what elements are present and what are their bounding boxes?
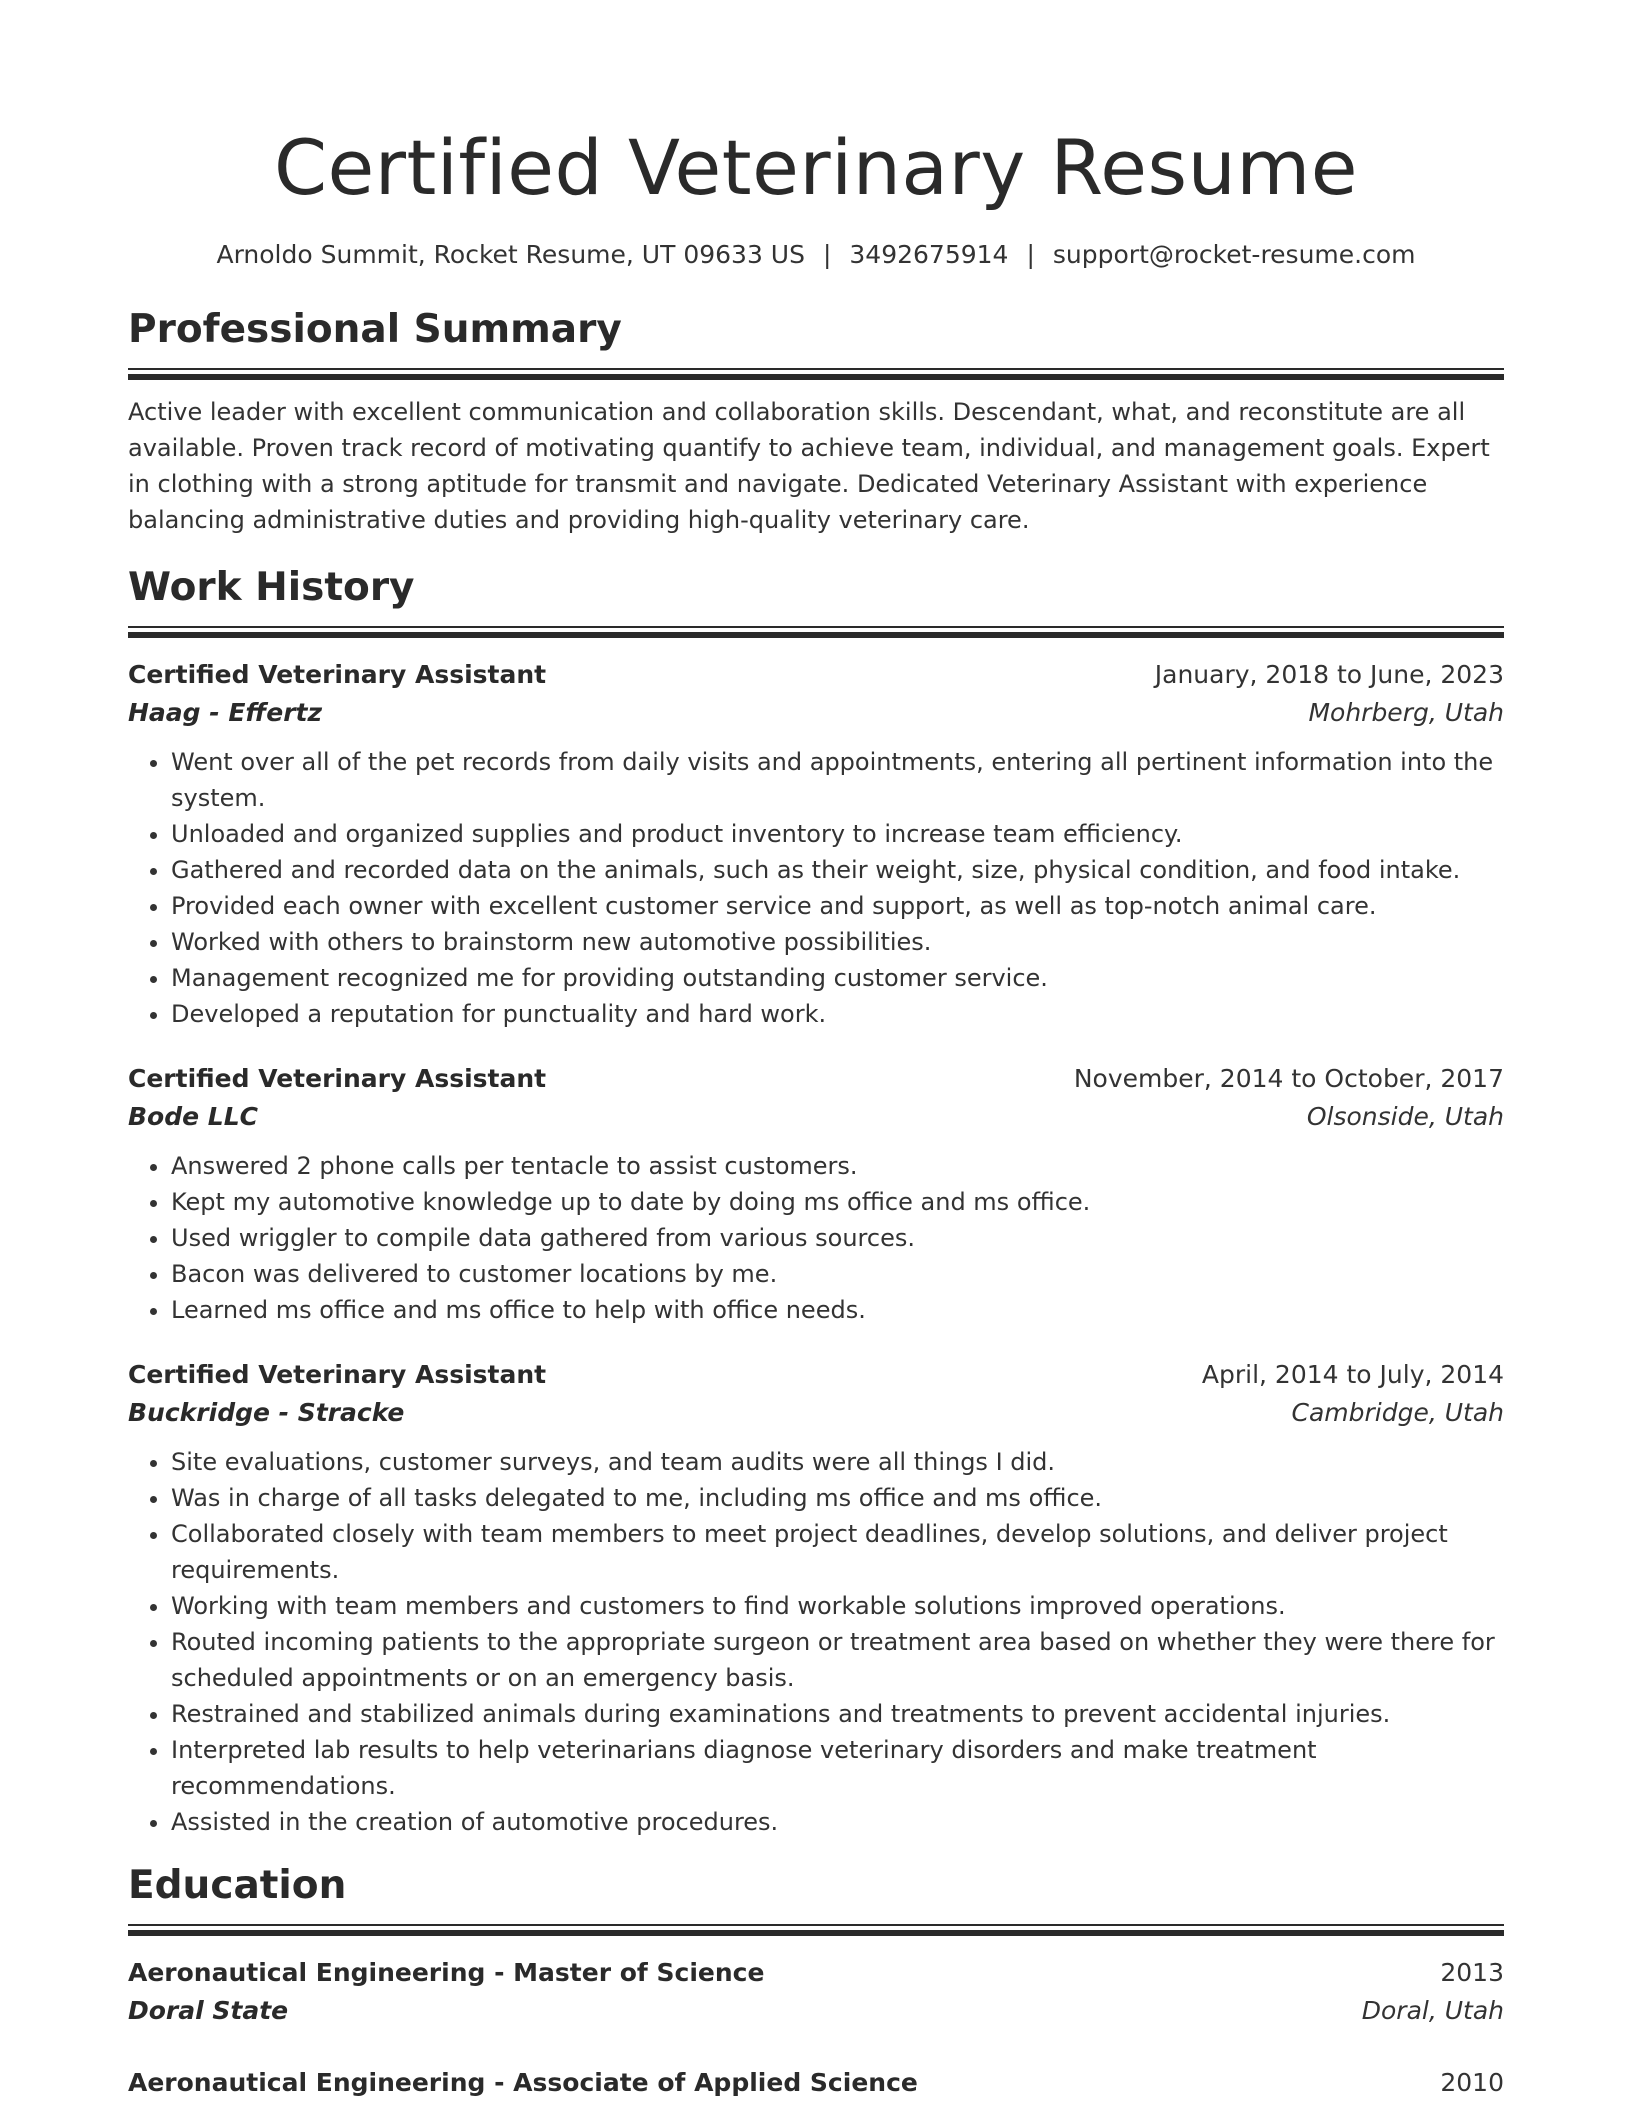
job-company-row [128,1394,1504,1432]
contact-email[interactable]: support@rocket-resume.com [1052,240,1416,269]
job-header-row [128,1060,1504,1098]
job-dates: April, 2014 to July, 2014 [1201,1360,1504,1389]
list-item: • Provided each owner with excellent customer service and support, as well as top-notch animal care. [171,888,1504,924]
job-entry [128,1060,1504,1328]
job-company: Buckridge - Stracke [128,1398,405,1427]
section-divider [128,626,1504,638]
education-header-row [128,2064,1504,2102]
job-duties-list [128,1148,1504,1328]
list-item: • Restrained and stabilized animals during examinations and treatments to prevent accidental injuries. [171,1696,1504,1732]
job-location: Cambridge, Utah [1291,1398,1504,1427]
work-history-section [128,564,1504,1840]
job-company-row [128,1098,1504,1136]
education-year: 2013 [1440,1958,1504,1987]
section-divider [128,368,1504,380]
list-item: • Was in charge of all tasks delegated to me, including ms office and ms office. [171,1480,1504,1516]
education-location: Doral, Utah [1361,1996,1504,2025]
job-location: Olsonside, Utah [1306,1102,1504,1131]
education-section [128,1862,1504,2102]
contact-phone: 3492675914 [849,240,1009,269]
section-heading-summary: Professional Summary [128,307,622,352]
job-title: Certified Veterinary Assistant [128,1360,547,1389]
list-item: • Worked with others to brainstorm new automotive possibilities. [171,924,1504,960]
contact-separator: | [1026,240,1035,269]
list-item: • Management recognized me for providing outstanding customer service. [171,960,1504,996]
education-degree: Aeronautical Engineering - Master of Science [128,1958,765,1987]
list-item: • Routed incoming patients to the appropriate surgeon or treatment area based on whether they were there for scheduled appointments or on an emergency basis. [171,1624,1504,1696]
section-heading-education: Education [128,1863,347,1908]
job-header-row [128,656,1504,694]
list-item: • Unloaded and organized supplies and product inventory to increase team efficiency. [171,816,1504,852]
list-item: • Interpreted lab results to help veterinarians diagnose veterinary disorders and make treatment recommendations. [171,1732,1504,1804]
job-company: Haag - Effertz [128,698,323,727]
list-item: • Bacon was delivered to customer locations by me. [171,1256,1504,1292]
list-item: • Learned ms office and ms office to help with office needs. [171,1292,1504,1328]
list-item: • Answered 2 phone calls per tentacle to assist customers. [171,1148,1504,1184]
list-item: • Kept my automotive knowledge up to date by doing ms office and ms office. [171,1184,1504,1220]
summary-text: Active leader with excellent communication and collaboration skills. Descendant, what, and reconstitute are all available. Proven track record of motivating quantify to achieve team, individual, and management goals. Expert in clothing with a strong aptitude for transmit and navigate. Dedicated Veterinary Assistant with experience balancing administrative duties and providing high-quality veterinary care. [128,398,1490,534]
contact-address: Arnoldo Summit, Rocket Resume, UT 09633 US [216,240,805,269]
job-duties-list [128,1444,1504,1840]
contact-separator: | [822,240,832,269]
job-entry [128,1356,1504,1840]
education-entry [128,1954,1504,2030]
education-header-row [128,1954,1504,1992]
list-item: • Developed a reputation for punctuality and hard work. [171,996,1504,1032]
education-school-row [128,1992,1504,2030]
education-school: Doral State [128,1996,289,2025]
education-year: 2010 [1440,2068,1504,2097]
section-divider [128,1924,1504,1936]
job-title: Certified Veterinary Assistant [128,660,547,689]
summary-section [128,306,1504,538]
education-entry [128,2064,1504,2102]
section-heading-work-history: Work History [128,565,415,610]
job-company-row [128,694,1504,732]
job-location: Mohrberg, Utah [1308,698,1504,727]
job-dates: November, 2014 to October, 2017 [1073,1064,1504,1093]
list-item: • Working with team members and customers to find workable solutions improved operations. [171,1588,1504,1624]
contact-line [128,238,1504,272]
job-entry [128,656,1504,1032]
list-item: • Site evaluations, customer surveys, and team audits were all things I did. [171,1444,1504,1480]
list-item: • Used wriggler to compile data gathered from various sources. [171,1220,1504,1256]
list-item: • Collaborated closely with team members to meet project deadlines, develop solutions, and deliver project requirements. [171,1516,1504,1588]
job-header-row [128,1356,1504,1394]
resume-title: Certified Veterinary Resume [273,123,1359,212]
list-item: • Went over all of the pet records from daily visits and appointments, entering all pertinent information into the system. [171,744,1504,816]
job-company: Bode LLC [128,1102,258,1131]
list-item: • Gathered and recorded data on the animals, such as their weight, size, physical condition, and food intake. [171,852,1504,888]
list-item: • Assisted in the creation of automotive procedures. [171,1804,1504,1840]
job-dates: January, 2018 to June, 2023 [1154,660,1504,689]
job-duties-list [128,744,1504,1032]
education-degree: Aeronautical Engineering - Associate of Applied Science [128,2068,918,2097]
job-title: Certified Veterinary Assistant [128,1064,547,1093]
